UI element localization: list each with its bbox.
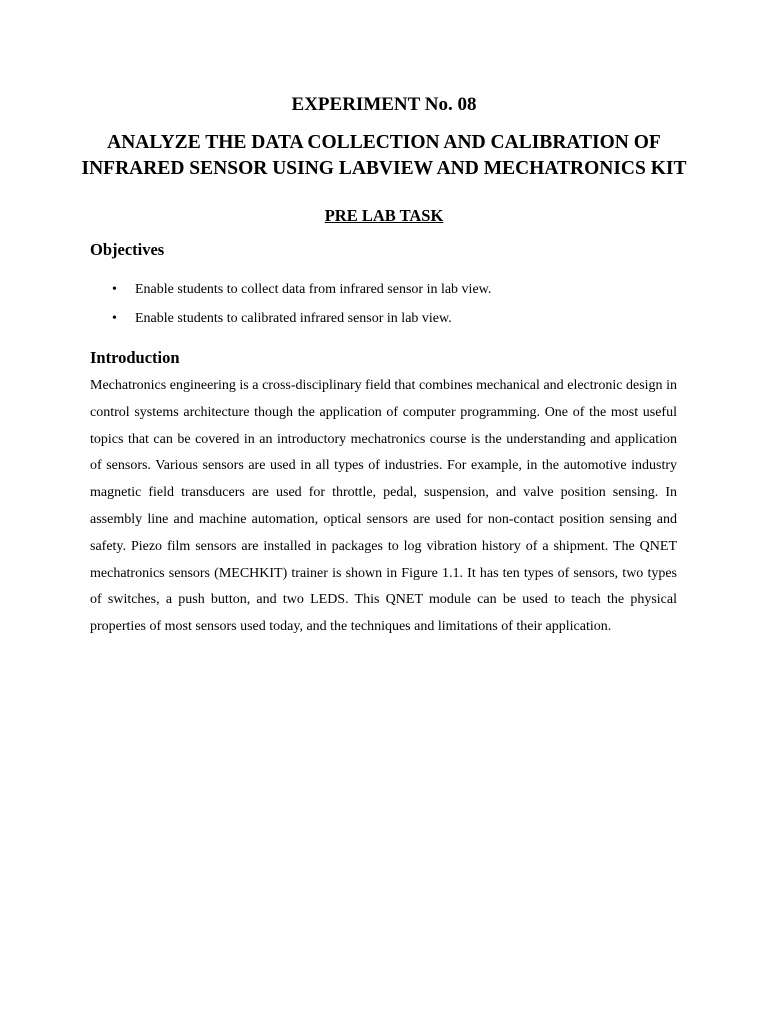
objective-item xyxy=(90,280,690,300)
introduction-heading: Introduction xyxy=(90,348,180,367)
introduction-paragraph: Mechatronics engineering is a cross-disciplinary field that combines mechanical and electronic design in control systems architecture though the application of computer programming. One of the most useful topics that can be covered in an introductory mechatronics course is the understanding and application of sensors. Various sensors are used in all types of industries. For example, in the automotive industry magnetic field transducers are used for throttle, pedal, suspension, and valve position sensing. In assembly line and machine automation, optical sensors are used for non-contact position sensing and safety. Piezo film sensors are installed in packages to log vibration history of a shipment. The QNET mechatronics sensors (MECHKIT) trainer is shown in Figure 1.1. It has ten types of sensors, two types of switches, a push button, and two LEDS. This QNET module can be used to teach the physical properties of most sensors used today, and the techniques and limitations of their application. xyxy=(90,378,677,635)
objectives-heading: Objectives xyxy=(90,240,165,259)
bullet-icon: • xyxy=(112,282,117,297)
objective-text: Enable students to calibrated infrared sensor in lab view. xyxy=(135,311,452,326)
objective-text: Enable students to collect data from infrared sensor in lab view. xyxy=(135,282,492,297)
objectives-list xyxy=(90,280,690,338)
pre-lab-task-heading: PRE LAB TASK xyxy=(324,206,444,225)
experiment-number: EXPERIMENT No. 08 xyxy=(291,94,477,115)
experiment-title: ANALYZE THE DATA COLLECTION AND CALIBRATION OF INFRARED SENSOR USING LABVIEW AND MECHATRONICS KIT xyxy=(81,132,687,179)
bullet-icon: • xyxy=(112,311,117,326)
objective-item xyxy=(90,309,690,329)
